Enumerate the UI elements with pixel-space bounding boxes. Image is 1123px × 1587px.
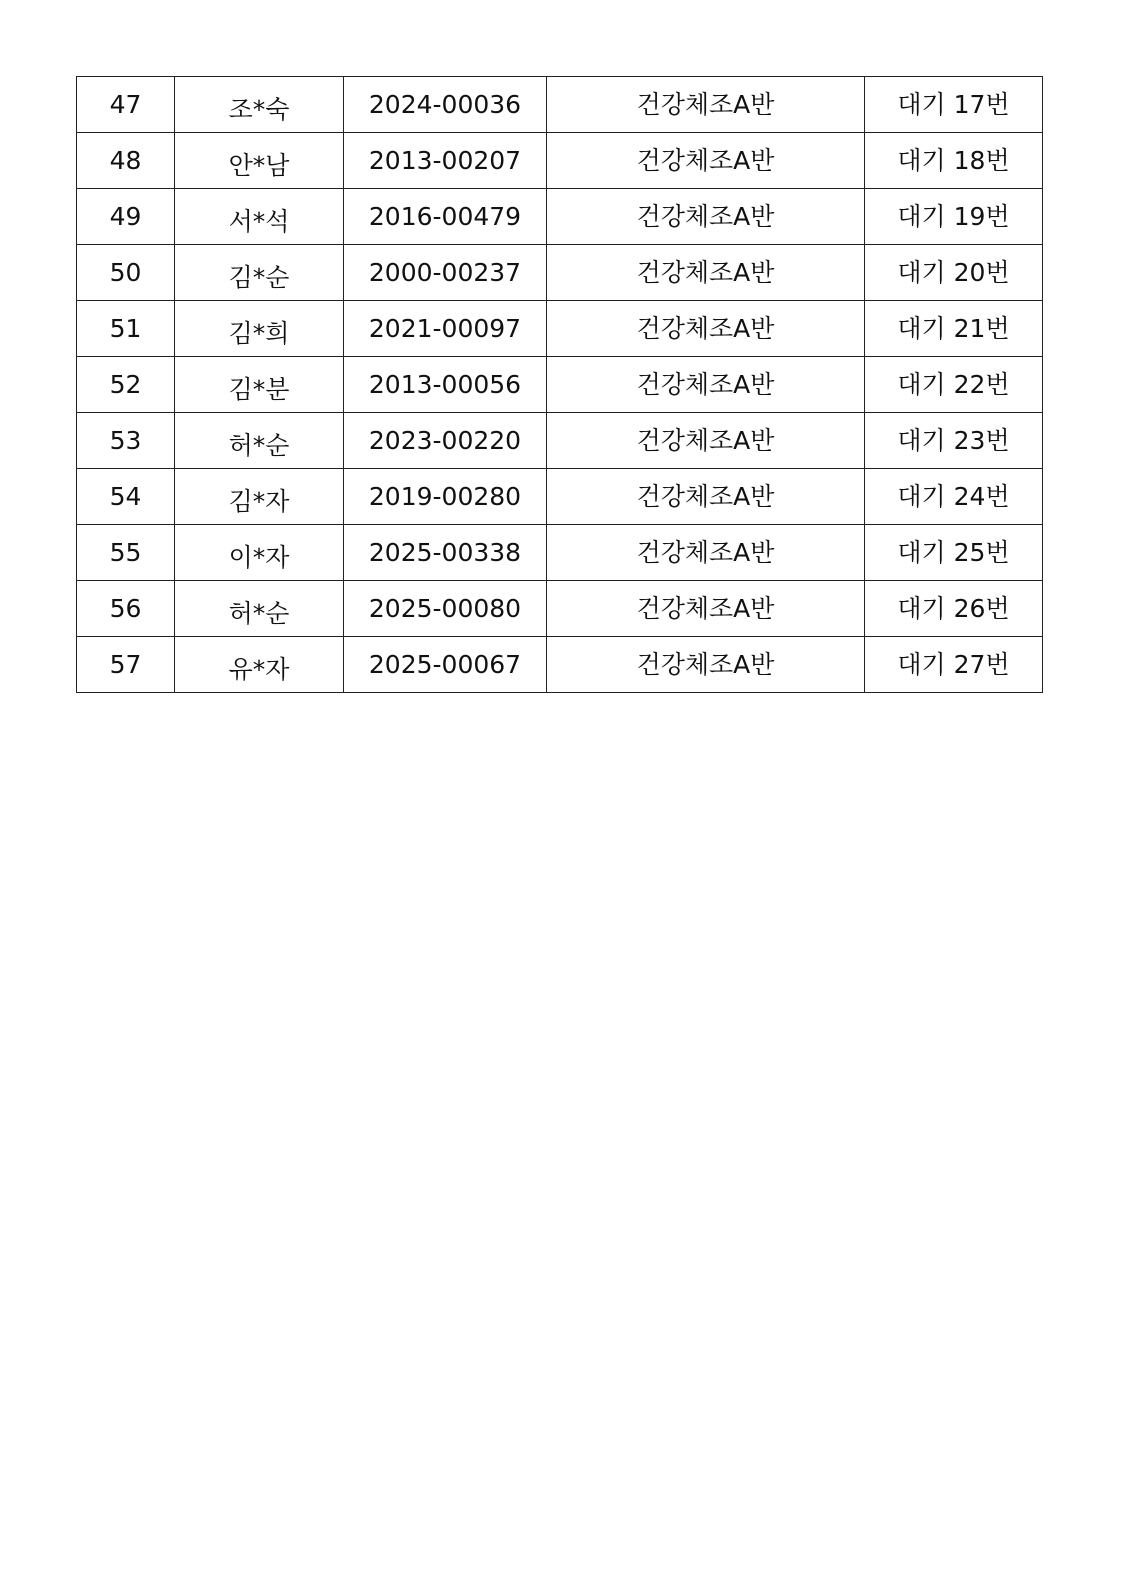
row-number-cell: 53	[77, 413, 175, 469]
member-id-cell: 2021-00097	[344, 301, 547, 357]
member-name: 허*순	[228, 431, 290, 460]
table-row	[77, 133, 1043, 189]
member-name-cell	[175, 637, 344, 693]
waitlist-status-cell: 대기 25번	[865, 525, 1043, 581]
table-row	[77, 189, 1043, 245]
member-name: 김*분	[228, 375, 290, 404]
row-number-cell: 55	[77, 525, 175, 581]
member-name: 안*남	[228, 151, 290, 180]
member-name: 이*자	[228, 543, 290, 572]
member-name: 서*석	[228, 207, 290, 236]
member-id-cell: 2025-00067	[344, 637, 547, 693]
class-name-cell: 건강체조A반	[547, 469, 865, 525]
waitlist-table	[76, 76, 1043, 693]
member-name-cell	[175, 77, 344, 133]
member-name-cell	[175, 525, 344, 581]
member-id-cell: 2023-00220	[344, 413, 547, 469]
waitlist-status-cell: 대기 22번	[865, 357, 1043, 413]
row-number-cell: 52	[77, 357, 175, 413]
table-row	[77, 301, 1043, 357]
waitlist-status-cell: 대기 18번	[865, 133, 1043, 189]
member-name: 조*숙	[228, 95, 290, 124]
member-id-cell: 2013-00207	[344, 133, 547, 189]
waitlist-status-cell: 대기 19번	[865, 189, 1043, 245]
waitlist-status-cell: 대기 27번	[865, 637, 1043, 693]
member-name-cell	[175, 189, 344, 245]
class-name-cell: 건강체조A반	[547, 189, 865, 245]
table-row	[77, 413, 1043, 469]
row-number-cell: 54	[77, 469, 175, 525]
row-number-cell: 50	[77, 245, 175, 301]
row-number-cell: 57	[77, 637, 175, 693]
member-id-cell: 2016-00479	[344, 189, 547, 245]
class-name-cell: 건강체조A반	[547, 301, 865, 357]
member-name: 유*자	[228, 655, 290, 684]
class-name-cell: 건강체조A반	[547, 413, 865, 469]
member-name: 허*순	[228, 599, 290, 628]
class-name-cell: 건강체조A반	[547, 77, 865, 133]
class-name-cell: 건강체조A반	[547, 133, 865, 189]
table-row	[77, 525, 1043, 581]
class-name-cell: 건강체조A반	[547, 357, 865, 413]
member-id-cell: 2019-00280	[344, 469, 547, 525]
table-row	[77, 357, 1043, 413]
row-number-cell: 51	[77, 301, 175, 357]
class-name-cell: 건강체조A반	[547, 637, 865, 693]
waitlist-status-cell: 대기 24번	[865, 469, 1043, 525]
waitlist-status-cell: 대기 20번	[865, 245, 1043, 301]
member-name-cell	[175, 413, 344, 469]
table-row	[77, 77, 1043, 133]
waitlist-status-cell: 대기 21번	[865, 301, 1043, 357]
member-name-cell	[175, 357, 344, 413]
member-name-cell	[175, 301, 344, 357]
member-name: 김*희	[228, 319, 290, 348]
waitlist-status-cell: 대기 17번	[865, 77, 1043, 133]
row-number-cell: 48	[77, 133, 175, 189]
waitlist-status-cell: 대기 26번	[865, 581, 1043, 637]
member-name-cell	[175, 581, 344, 637]
row-number-cell: 56	[77, 581, 175, 637]
class-name-cell: 건강체조A반	[547, 245, 865, 301]
waitlist-status-cell: 대기 23번	[865, 413, 1043, 469]
member-id-cell: 2000-00237	[344, 245, 547, 301]
member-id-cell: 2024-00036	[344, 77, 547, 133]
member-id-cell: 2013-00056	[344, 357, 547, 413]
member-name: 김*자	[228, 487, 290, 516]
member-id-cell: 2025-00338	[344, 525, 547, 581]
class-name-cell: 건강체조A반	[547, 525, 865, 581]
member-name-cell	[175, 245, 344, 301]
table-row	[77, 637, 1043, 693]
table-row	[77, 581, 1043, 637]
table-row	[77, 469, 1043, 525]
table-row	[77, 245, 1043, 301]
member-name-cell	[175, 469, 344, 525]
member-name-cell	[175, 133, 344, 189]
row-number-cell: 49	[77, 189, 175, 245]
row-number-cell: 47	[77, 77, 175, 133]
member-id-cell: 2025-00080	[344, 581, 547, 637]
class-name-cell: 건강체조A반	[547, 581, 865, 637]
member-name: 김*순	[228, 263, 290, 292]
